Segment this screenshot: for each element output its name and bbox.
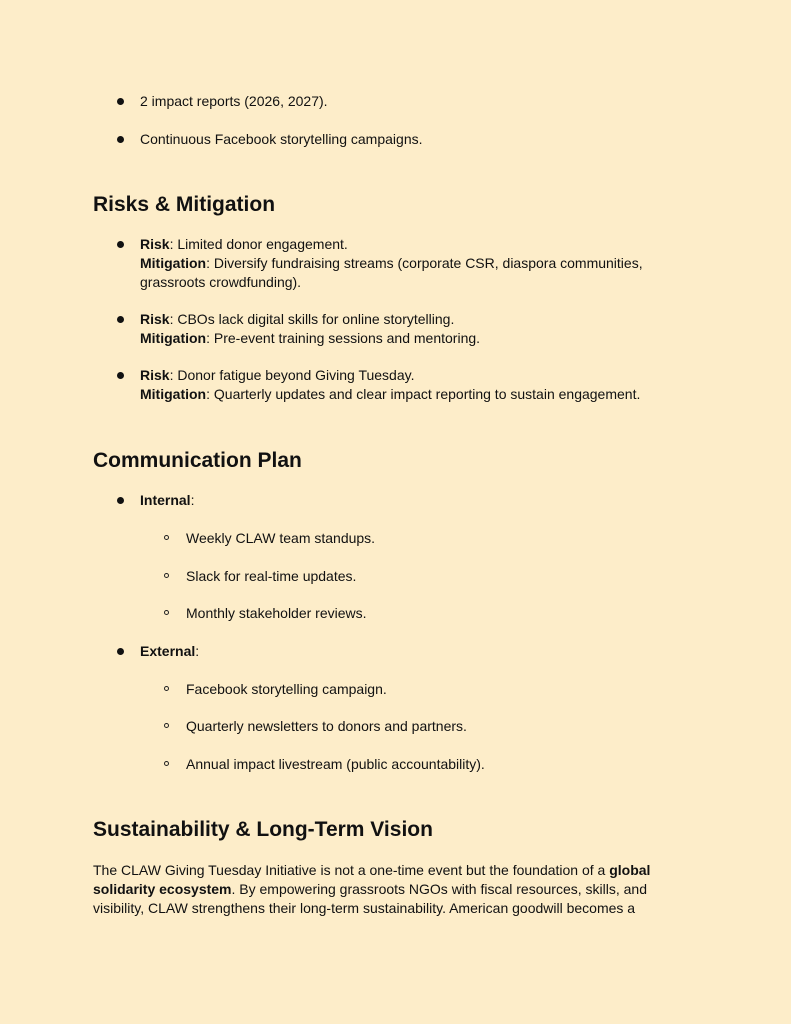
paragraph-line (93, 861, 650, 880)
paragraph-bold: solidarity ecosystem (93, 881, 232, 897)
bullet-icon (117, 648, 124, 655)
sub-bullet-icon (164, 610, 169, 615)
mitigation-label: Mitigation (140, 255, 207, 271)
list-item: Monthly stakeholder reviews. (186, 605, 367, 621)
mitigation-text: : Diversify fundraising streams (corporate CSR, diaspora communities, (206, 255, 643, 271)
sub-bullet-icon (164, 573, 169, 578)
list-item: 2 impact reports (2026, 2027). (140, 93, 328, 109)
mitigation-item (140, 329, 480, 348)
bullet-icon (117, 241, 124, 248)
risk-item (140, 310, 454, 329)
paragraph-bold: global (609, 862, 651, 878)
list-item: Slack for real-time updates. (186, 568, 357, 584)
section-heading-risks: Risks & Mitigation (93, 193, 276, 216)
paragraph-text: The CLAW Giving Tuesday Initiative is not a one-time event but the foundation of a (93, 862, 610, 878)
sub-bullet-icon (164, 535, 169, 540)
mitigation-label: Mitigation (140, 330, 207, 346)
bullet-icon (117, 497, 124, 504)
risk-item (140, 235, 348, 254)
mitigation-text: : Quarterly updates and clear impact reporting to sustain engagement. (206, 386, 641, 402)
paragraph-line (93, 880, 647, 899)
risk-text: : CBOs lack digital skills for online storytelling. (169, 311, 455, 327)
risk-label: Risk (140, 311, 170, 327)
mitigation-text: : Pre-event training sessions and mentoring. (206, 330, 481, 346)
list-item: Facebook storytelling campaign. (186, 681, 387, 697)
mitigation-text-cont: grassroots crowdfunding). (140, 274, 302, 290)
sub-bullet-icon (164, 686, 169, 691)
sub-bullet-icon (164, 723, 169, 728)
list-item: Quarterly newsletters to donors and partners. (186, 718, 467, 734)
internal-item: Internal: (140, 492, 195, 508)
risk-text: : Limited donor engagement. (169, 236, 348, 252)
sub-bullet-icon (164, 761, 169, 766)
external-item: External: (140, 643, 200, 659)
internal-label: Internal (140, 492, 191, 508)
risk-label: Risk (140, 236, 170, 252)
paragraph-text: . By empowering grassroots NGOs with fiscal resources, skills, and (231, 881, 647, 897)
bullet-icon (117, 316, 124, 323)
list-item: Continuous Facebook storytelling campaigns. (140, 131, 423, 147)
paragraph-line: visibility, CLAW strengthens their long-term sustainability. American goodwill becomes a (93, 900, 636, 916)
bullet-icon (117, 372, 124, 379)
list-item: Weekly CLAW team standups. (186, 530, 376, 546)
mitigation-label: Mitigation (140, 386, 207, 402)
mitigation-item (140, 254, 643, 273)
mitigation-item (140, 385, 640, 404)
bullet-icon (117, 98, 124, 105)
risk-text: : Donor fatigue beyond Giving Tuesday. (169, 367, 415, 383)
section-heading-sustainability: Sustainability & Long-Term Vision (93, 818, 433, 841)
list-item: Annual impact livestream (public accountability). (186, 756, 485, 772)
risk-label: Risk (140, 367, 170, 383)
bullet-icon (117, 136, 124, 143)
section-heading-communication: Communication Plan (93, 449, 302, 472)
external-label: External (140, 643, 196, 659)
risk-item (140, 366, 414, 385)
